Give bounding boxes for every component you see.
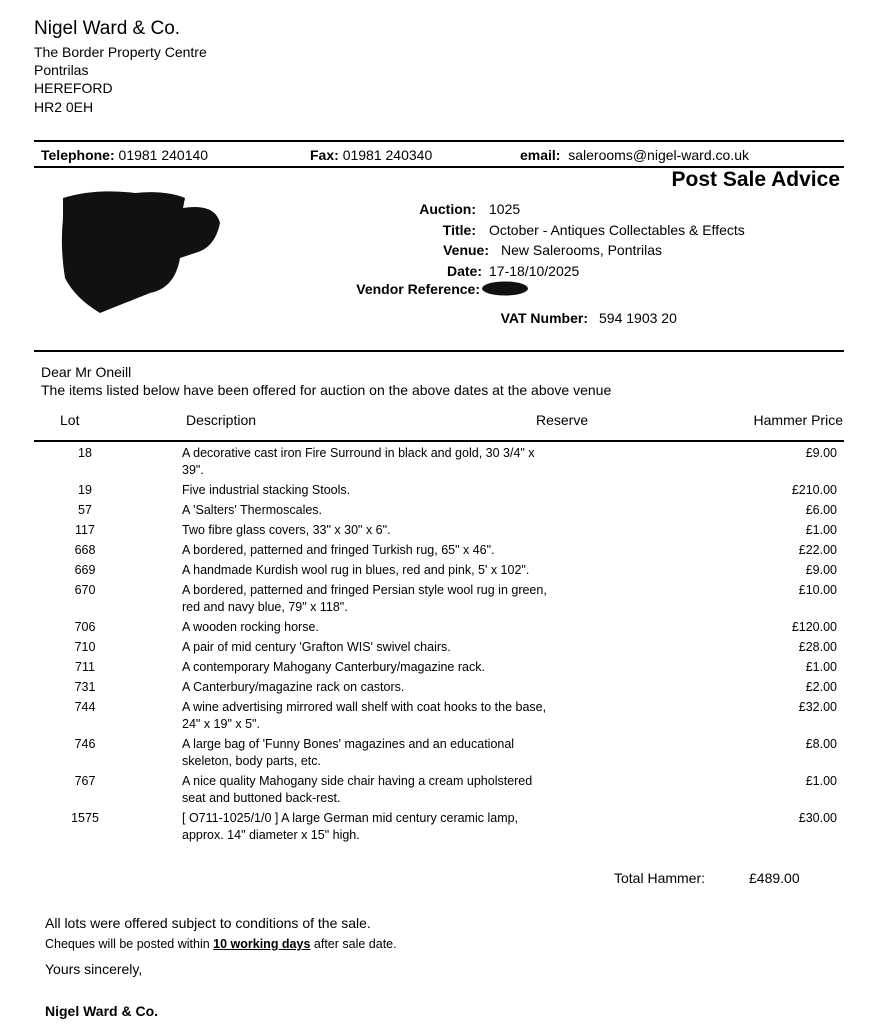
- lot-description: A 'Salters' Thermoscales.: [182, 503, 323, 517]
- address-line: HR2 0EH: [34, 98, 94, 115]
- hammer-price: £1.00: [805, 660, 837, 674]
- company-address: [34, 43, 207, 116]
- fax-value: 01981 240340: [342, 147, 433, 163]
- hammer-price: £1.00: [805, 774, 837, 788]
- hammer-price: £9.00: [805, 446, 837, 460]
- total-hammer-value: £489.00: [749, 870, 800, 886]
- table-row: [0, 582, 878, 619]
- vat-value: 594 1903 20: [599, 310, 677, 326]
- table-row: [0, 659, 878, 679]
- telephone-value: 01981 240140: [118, 147, 209, 163]
- address-line: The Border Property Centre: [34, 44, 207, 60]
- hammer-price: £6.00: [805, 503, 837, 517]
- lot-description: A decorative cast iron Fire Surround in black and gold, 30 3/4" x 39".: [182, 446, 535, 477]
- lot-number: 744: [74, 700, 96, 714]
- hammer-price: £28.00: [798, 640, 837, 654]
- vat-label: VAT Number:: [500, 310, 588, 326]
- divider: [34, 140, 844, 142]
- redacted-vendor-reference: [481, 281, 529, 296]
- lot-number: 19: [78, 483, 92, 497]
- lot-number: 706: [74, 620, 96, 634]
- hammer-price: £10.00: [798, 583, 837, 597]
- lot-description: [ O711-1025/1/0 ] A large German mid century ceramic lamp, approx. 14" diameter x 15" high.: [182, 811, 519, 842]
- lot-description: A pair of mid century 'Grafton WIS' swivel chairs.: [182, 640, 451, 654]
- table-row: [0, 699, 878, 736]
- column-header-lot: Lot: [60, 412, 80, 428]
- closing: Yours sincerely,: [45, 961, 143, 977]
- lot-description: A contemporary Mahogany Canterbury/magazine rack.: [182, 660, 485, 674]
- cheque-note-text: after sale date.: [310, 937, 397, 951]
- lot-number: 18: [78, 446, 92, 460]
- hammer-price: £9.00: [805, 563, 837, 577]
- venue-label: Venue:: [443, 242, 489, 258]
- lots-table: [0, 445, 878, 847]
- table-row: [0, 445, 878, 482]
- hammer-price: £120.00: [791, 620, 837, 634]
- lot-description: A bordered, patterned and fringed Turkish rug, 65" x 46".: [182, 543, 495, 557]
- address-line: HEREFORD: [34, 80, 113, 97]
- email: [520, 147, 749, 163]
- lot-description: A nice quality Mahogany side chair having a cream upholstered seat and buttoned back-rest.: [182, 774, 533, 805]
- divider: [34, 440, 844, 442]
- cheque-note: [45, 937, 397, 951]
- lot-description: Five industrial stacking Stools.: [182, 483, 351, 497]
- table-row: [0, 619, 878, 639]
- table-row: [0, 542, 878, 562]
- auction-label: Auction:: [419, 201, 476, 217]
- lot-description: A wooden rocking horse.: [182, 620, 319, 634]
- table-row: [0, 810, 878, 847]
- hammer-price: £30.00: [798, 811, 837, 825]
- telephone: [41, 147, 208, 163]
- redacted-address-block: [55, 188, 225, 313]
- hammer-price: £210.00: [791, 483, 837, 497]
- document-title: Post Sale Advice: [671, 168, 840, 191]
- lot-number: 1575: [71, 811, 99, 825]
- signature: Nigel Ward & Co.: [45, 1003, 159, 1019]
- email-value: salerooms@nigel-ward.co.uk: [568, 147, 749, 163]
- hammer-price: £2.00: [805, 680, 837, 694]
- column-header-hammer-price: Hammer Price: [753, 412, 843, 428]
- lot-number: 668: [74, 543, 96, 557]
- lot-number: 669: [74, 563, 96, 577]
- lot-description: A large bag of 'Funny Bones' magazines and an educational skeleton, body parts, etc.: [182, 737, 515, 768]
- column-header-description: Description: [186, 412, 257, 428]
- table-row: [0, 639, 878, 659]
- table-row: [0, 679, 878, 699]
- lot-description: A Canterbury/magazine rack on castors.: [182, 680, 405, 694]
- fax: [310, 147, 432, 163]
- conditions-note: All lots were offered subject to conditions of the sale.: [45, 915, 371, 931]
- venue-value: New Salerooms, Pontrilas: [501, 242, 663, 258]
- greeting-block: [41, 363, 611, 399]
- date-label: Date:: [446, 263, 482, 279]
- lot-number: 117: [75, 523, 95, 537]
- divider: [34, 350, 844, 352]
- lot-number: 57: [78, 503, 92, 517]
- lot-description: Two fibre glass covers, 33" x 30" x 6".: [182, 523, 391, 537]
- lot-number: 670: [74, 583, 96, 597]
- total-hammer-label: Total Hammer:: [614, 870, 706, 886]
- lot-description: A handmade Kurdish wool rug in blues, red and pink, 5' x 102".: [182, 563, 530, 577]
- email-label: email:: [520, 147, 561, 163]
- table-row: [0, 562, 878, 582]
- hammer-price: £8.00: [805, 737, 837, 751]
- lot-description: A wine advertising mirrored wall shelf with coat hooks to the base, 24" x 19" x 5".: [182, 700, 547, 731]
- lot-number: 711: [75, 660, 95, 674]
- lot-number: 746: [74, 737, 96, 751]
- hammer-price: £32.00: [798, 700, 837, 714]
- address-line: Pontrilas: [34, 62, 89, 79]
- table-row: [0, 502, 878, 522]
- vendor-reference-label: Vendor Reference:: [356, 281, 480, 297]
- title-label: Title:: [442, 222, 476, 238]
- fax-label: Fax:: [310, 147, 339, 163]
- date-value: 17-18/10/2025: [489, 263, 580, 279]
- hammer-price: £22.00: [798, 543, 837, 557]
- lot-number: 710: [74, 640, 96, 654]
- table-row: [0, 736, 878, 773]
- column-header-reserve: Reserve: [536, 412, 589, 428]
- cheque-note-text: Cheques will be posted within: [45, 937, 214, 951]
- intro-text: The items listed below have been offered for auction on the above dates at the above venue: [41, 382, 612, 398]
- telephone-label: Telephone:: [41, 147, 115, 163]
- hammer-price: £1.00: [805, 523, 837, 537]
- table-row: [0, 482, 878, 502]
- table-row: [0, 522, 878, 542]
- lot-description: A bordered, patterned and fringed Persian style wool rug in green, red and navy blue, 79" x 118".: [182, 583, 547, 614]
- cheque-days: 10 working days: [213, 937, 311, 951]
- table-row: [0, 773, 878, 810]
- lot-number: 767: [74, 774, 96, 788]
- title-value: October - Antiques Collectables & Effects: [489, 222, 745, 238]
- lot-number: 731: [74, 680, 96, 694]
- auction-value: 1025: [489, 201, 521, 217]
- greeting: Dear Mr Oneill: [41, 364, 132, 380]
- company-name: Nigel Ward & Co.: [34, 18, 181, 39]
